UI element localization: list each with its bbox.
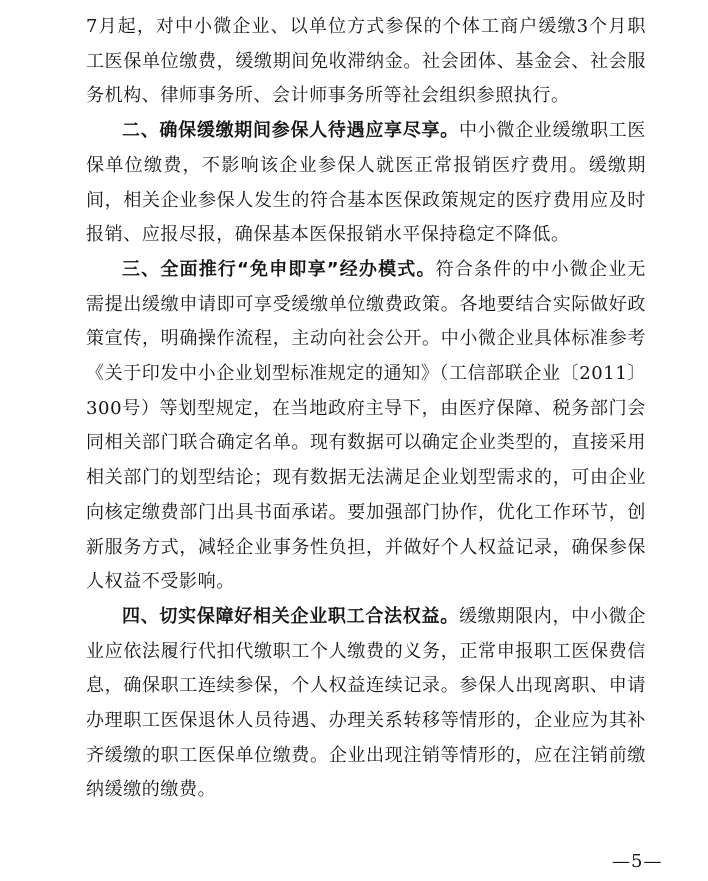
document-body xyxy=(86,10,646,808)
section-three-heading: 三、全面推行“免申即享”经办模式。 xyxy=(122,258,436,280)
section-four xyxy=(86,600,646,808)
page-number: —5— xyxy=(612,851,663,872)
paragraph-continuation-text: 7月起，对中小微企业、以单位方式参保的个体工商户缓缴3个月职工医保单位缴费，缓缴期间免收滞纳金。社会团体、基金会、社会服务机构、律师事务所、会计师事务所等社会组织参照执行。 xyxy=(86,16,646,107)
paragraph-continuation xyxy=(86,10,646,114)
section-three-body: 符合条件的中小微企业无需提出缓缴申请即可享受缓缴单位缴费政策。各地要结合实际做好政策宣传，明确操作流程，主动向社会公开。中小微企业具体标准参考《关于印发中小企业划型标准规定的通知》（工信部联企业〔2011〕300号）等划型规定，在当地政府主导下，由医疗保障、税务部门会同相关部门联合确定名单。现有数据可以确定企业类型的，直接采用相关部门的划型结论；现有数据无法满足企业划型需求的，可由企业向核定缴费部门出具书面承诺。要加强部门协作，优化工作环节，创新服务方式，减轻企业事务性负担，并做好个人权益记录，确保参保人权益不受影响。 xyxy=(86,258,647,593)
section-two-heading: 二、确保缓缴期间参保人待遇应享尽享。 xyxy=(122,120,459,142)
section-two-body: 中小微企业缓缴职工医保单位缴费，不影响该企业参保人就医正常报销医疗费用。缓缴期间，相关企业参保人发生的符合基本医保政策规定的医疗费用应及时报销、应报尽报，确保基本医保报销水平保持稳定不降低。 xyxy=(86,120,646,246)
section-four-heading: 四、切实保障好相关企业职工合法权益。 xyxy=(122,605,459,627)
section-three xyxy=(86,253,646,600)
section-two xyxy=(86,114,646,253)
section-four-body: 缓缴期限内，中小微企业应依法履行代扣代缴职工个人缴费的义务，正常申报职工医保费信息，确保职工连续参保，个人权益连续记录。参保人出现离职、申请办理职工医保退休人员待遇、办理关系转移等情形的，企业应为其补齐缓缴的职工医保单位缴费。企业出现注销等情形的，应在注销前缴纳缓缴的缴费。 xyxy=(86,605,646,801)
